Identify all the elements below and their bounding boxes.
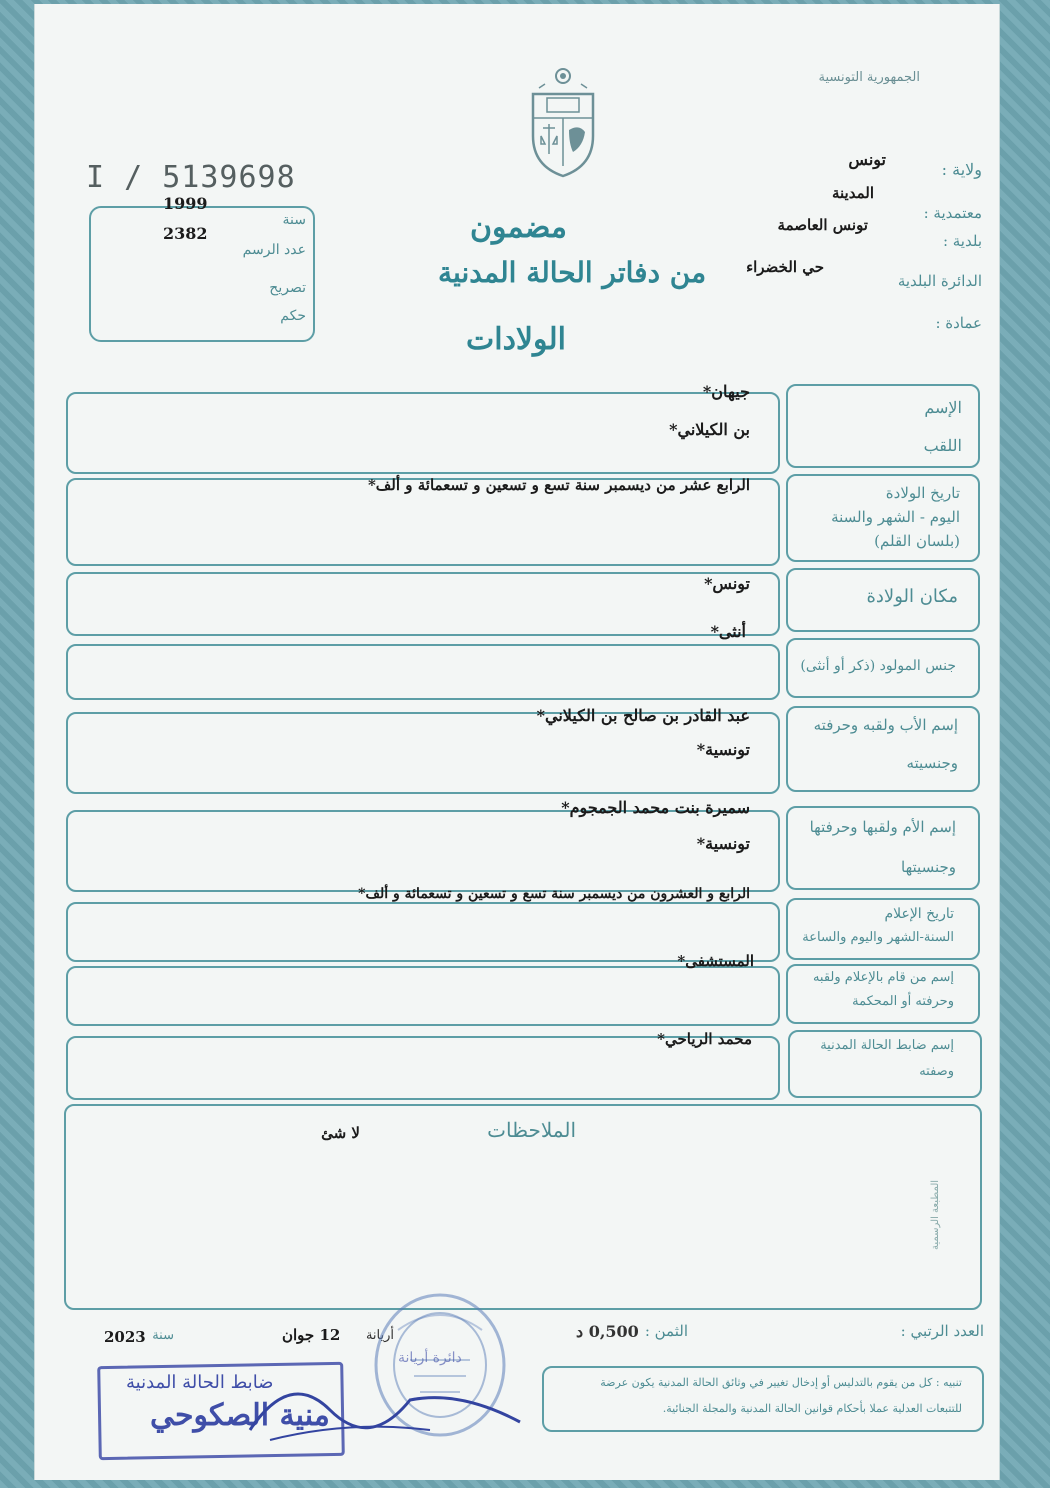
- doc-title-registers: من دفاتر الحالة المدنية: [438, 256, 707, 289]
- declarant-label-detail: وحرفته أو المحكمة: [852, 994, 954, 1009]
- gender-value-box: [66, 644, 780, 700]
- gender-label: جنس المولود (ذكر أو أنثى): [800, 658, 956, 674]
- seal-text: دائرة أريانة: [398, 1350, 462, 1366]
- declarant-value: المستشفى*: [677, 952, 754, 970]
- registrar-label: إسم ضابط الحالة المدنية: [820, 1038, 954, 1053]
- notice-line-2: للتتبعات العدلية عملا بأحكام قوانين الحالة المدنية والمجلة الجنائية.: [662, 1402, 962, 1415]
- birth-place-value-box: [66, 572, 780, 636]
- coat-of-arms-icon: [525, 66, 601, 178]
- registrar-label-detail: وصفته: [919, 1064, 954, 1079]
- birth-date-label-day: اليوم - الشهر والسنة: [831, 508, 960, 526]
- father-nationality-value: تونسية*: [696, 740, 750, 759]
- year-label: سنة: [152, 1328, 174, 1343]
- serial-label: العدد الرتبي :: [900, 1322, 984, 1340]
- side-print: المطبعة الرسمية: [930, 1179, 941, 1250]
- mother-name-value: سميرة بنت محمد الجمجوم*: [561, 798, 750, 817]
- doc-title-content: مضمون: [470, 210, 567, 245]
- gender-value: أنثى*: [710, 622, 746, 641]
- surname-label: اللقب: [923, 436, 962, 455]
- birth-date-label: تاريخ الولادة: [885, 484, 960, 502]
- registration-year-label: سنة: [282, 212, 306, 228]
- surname-value: بن الكيلاني*: [669, 420, 750, 439]
- declaration-date-value-box: [66, 902, 780, 962]
- municipality-label: بلدية :: [942, 232, 982, 250]
- issue-day-value: 12 جوان: [282, 1326, 341, 1344]
- price-value: 0,500 د: [576, 1322, 639, 1341]
- delegation-label: معتمدية :: [923, 204, 982, 222]
- doc-title-births: الولادات: [466, 322, 567, 357]
- municipality-value: تونس العاصمة: [777, 216, 868, 234]
- name-label-box: [786, 384, 980, 468]
- declaration-date-value: الرابع و العشرون من ديسمبر سنة تسع و تسعين و تسعمائة و ألف*: [358, 886, 750, 902]
- registrar-value: محمد الرياحي*: [657, 1030, 752, 1048]
- birth-place-value: تونس*: [704, 574, 750, 593]
- registration-number-label: عدد الرسم: [242, 242, 306, 258]
- first-name-label: الإسم: [924, 398, 962, 417]
- mother-label: إسم الأم ولقبها وحرفتها: [809, 818, 956, 836]
- remarks-label: الملاحظات: [487, 1118, 576, 1142]
- declarant-label: إسم من قام بالإعلام ولقبه: [812, 970, 954, 985]
- place-label: أريانة: [365, 1328, 394, 1343]
- birth-place-label: مكان الولادة: [866, 586, 958, 607]
- mother-nationality-value: تونسية*: [696, 834, 750, 853]
- remarks-value: لا شئ: [321, 1124, 360, 1142]
- father-name-value: عبد القادر بن صالح بن الكيلاني*: [536, 706, 750, 725]
- birth-date-label-words: (بلسان القلم): [874, 532, 960, 550]
- birth-date-value: الرابع عشر من ديسمبر سنة تسع و تسعين و تسعمائة و ألف*: [367, 476, 750, 494]
- registration-declaration-label: تصريح: [269, 280, 306, 296]
- father-label: إسم الأب ولقبه وحرفته: [813, 716, 958, 734]
- district-value: حي الخضراء: [746, 258, 824, 276]
- mother-label-nationality: وجنسيتها: [901, 858, 956, 876]
- notice-line-1: تنبيه : كل من يقوم بالتدليس أو إدخال تغيير في وثائق الحالة المدنية يكون عرضة: [600, 1376, 962, 1389]
- governorate-label: ولاية :: [941, 160, 982, 179]
- delegation-value: المدينة: [831, 184, 874, 202]
- governorate-value: تونس: [848, 150, 886, 169]
- officer-stamp-title: ضابط الحالة المدنية: [126, 1372, 274, 1393]
- mother-value-box: [66, 810, 780, 892]
- district-label: الدائرة البلدية: [897, 272, 982, 290]
- officer-stamp-name: منية الصكوحي: [150, 1398, 330, 1433]
- omda-label: عمادة :: [935, 314, 982, 332]
- registration-number-value: 2382: [163, 224, 208, 243]
- declaration-date-label-detail: السنة-الشهر واليوم والساعة: [802, 930, 954, 945]
- price-label: الثمن :: [644, 1322, 688, 1340]
- issue-year-value: 2023: [104, 1328, 146, 1346]
- republic-header: الجمهورية التونسية: [818, 70, 920, 85]
- father-label-nationality: وجنسيته: [906, 754, 958, 772]
- declarant-value-box: [66, 966, 780, 1026]
- serial-number: I / 5139698: [86, 160, 296, 195]
- registration-judgment-label: حكم: [280, 308, 306, 324]
- registration-year-value: 1999: [163, 194, 208, 213]
- first-name-value: جيهان*: [702, 382, 750, 401]
- signature-icon: [230, 1360, 530, 1450]
- declaration-date-label: تاريخ الإعلام: [884, 906, 954, 922]
